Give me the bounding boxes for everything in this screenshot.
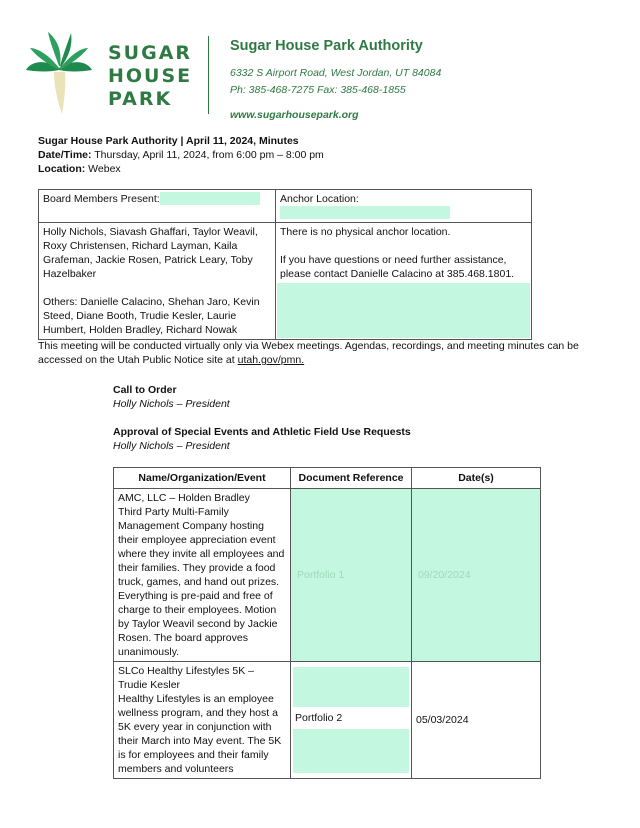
event-desc: SLCo Healthy Lifestyles 5K – Trudie Kesler Healthy Lifestyles is an employee wellness program, and they host a 5K every year in conjunction with their March into May event. The 5K is for employees and their family members and volunteers <box>118 665 282 775</box>
event-date: 05/03/2024 <box>416 714 469 726</box>
location-value: Webex <box>88 163 121 175</box>
date-cell <box>412 662 541 779</box>
brand-line-3: PARK <box>108 88 173 110</box>
doc-ref: Portfolio 1 <box>297 569 345 581</box>
doc-ref-cell <box>291 489 412 662</box>
meeting-meta <box>38 134 324 176</box>
event-desc-cell <box>114 662 291 779</box>
event-desc-cell <box>114 489 291 662</box>
col-header-name: Name/Organization/Event <box>114 468 291 489</box>
notice-text: This meeting will be conducted virtually only via Webex meetings. Agendas, recordings, and meeting minutes can be accessed on the Utah Public Notice site at <box>38 340 579 366</box>
members-cell <box>39 223 276 340</box>
brand-wordmark <box>108 42 192 111</box>
sugar-beet-logo <box>24 28 94 114</box>
col-header-date: Date(s) <box>412 468 541 489</box>
members-list: Holly Nichols, Siavash Ghaffari, Taylor Weavil, Roxy Christensen, Richard Layman, Kaila Grafeman, Jackie Rosen, Patrick Leary, Toby Hazelbaker <box>43 226 258 280</box>
brand-line-2: HOUSE <box>108 65 193 87</box>
members-header-cell <box>39 190 276 223</box>
anchor-help: If you have questions or need further assistance, please contact Danielle Calacino at 385.468.1801. <box>280 254 515 280</box>
anchor-cell <box>276 223 532 340</box>
anchor-header-cell <box>276 190 532 223</box>
events-table <box>113 467 541 779</box>
section-title: Call to Order <box>113 384 177 396</box>
phone-fax: Ph: 385-468-7275 Fax: 385-468-1855 <box>230 84 406 96</box>
section-presenter: Holly Nichols – President <box>113 440 230 452</box>
doc-ref-cell <box>291 662 412 779</box>
anchor-header: Anchor Location: <box>280 193 359 205</box>
anchor-highlight <box>277 283 530 338</box>
section-title: Approval of Special Events and Athletic Field Use Requests <box>113 426 411 438</box>
brand-line-1: SUGAR <box>108 42 193 64</box>
meeting-title: Sugar House Park Authority | April 11, 2024, Minutes <box>38 135 299 147</box>
location-label: Location: <box>38 163 86 175</box>
datetime-value: Thursday, April 11, 2024, from 6:00 pm – 8:00 pm <box>94 149 324 161</box>
col-header-doc: Document Reference <box>291 468 412 489</box>
meeting-notice <box>38 339 598 367</box>
event-desc: AMC, LLC – Holden Bradley Third Party Multi-Family Management Company hosting their employee appreciation event where they invite all employees and their families. They provide a food truck, games, and hand out prizes. Everything is pre-paid and free of charge to their employees. Motion by Taylor Weavil second by Jackie Rosen. The board approves unanimously. <box>118 492 285 658</box>
section-call-to-order <box>113 383 230 411</box>
address: 6332 S Airport Road, West Jordan, UT 84084 <box>230 67 442 79</box>
website-link[interactable]: www.sugarhousepark.org <box>230 109 359 121</box>
datetime-label: Date/Time: <box>38 149 92 161</box>
table-row <box>114 662 541 779</box>
section-presenter: Holly Nichols – President <box>113 398 230 410</box>
table-row <box>114 489 541 662</box>
pmn-link[interactable]: utah.gov/pmn. <box>237 354 305 366</box>
org-name: Sugar House Park Authority <box>230 38 423 54</box>
date-cell <box>412 489 541 662</box>
others-list: Others: Danielle Calacino, Shehan Jaro, Kevin Steed, Diane Booth, Trudie Kesler, Laurie Humbert, Holden Bradley, Richard Nowak <box>43 296 260 336</box>
members-header: Board Members Present: <box>43 193 160 205</box>
board-table <box>38 189 532 340</box>
event-date: 09/20/2024 <box>418 569 471 581</box>
header-divider <box>208 36 209 114</box>
doc-ref: Portfolio 2 <box>295 712 343 724</box>
section-approval <box>113 425 411 453</box>
anchor-text: There is no physical anchor location. <box>280 226 451 238</box>
